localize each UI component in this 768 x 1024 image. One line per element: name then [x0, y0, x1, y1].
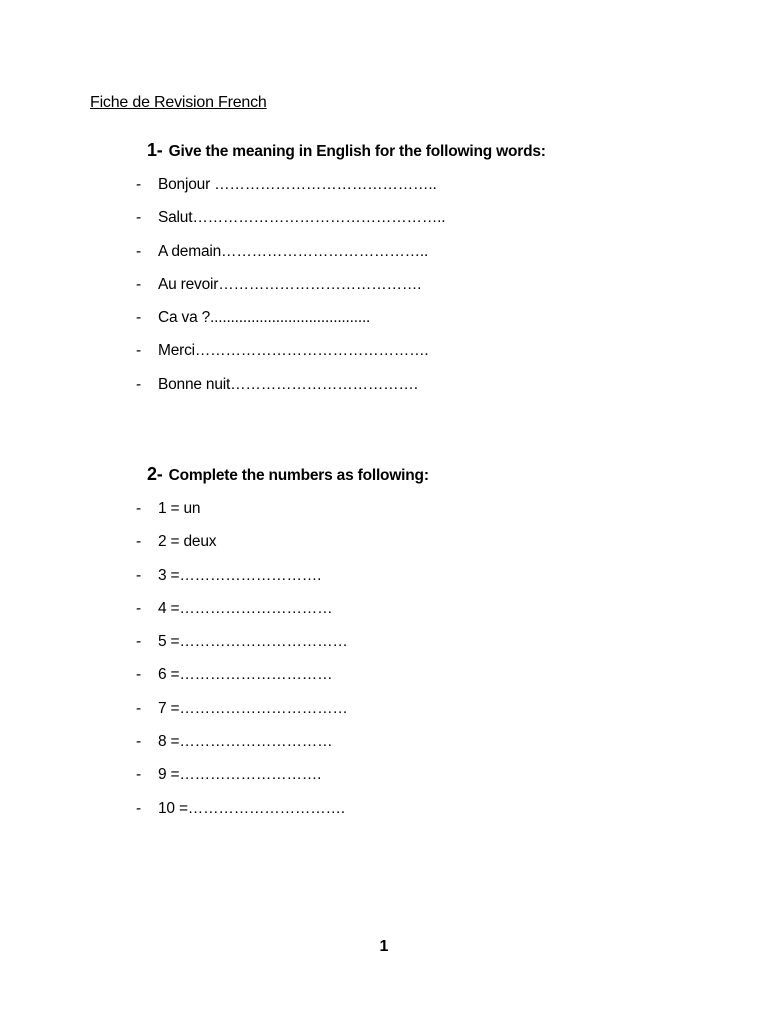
bullet-dash: - — [136, 375, 141, 393]
list-item-text: 6 =………………………… — [158, 666, 333, 684]
list-item-text: 8 =………………………… — [158, 733, 333, 751]
list-item — [136, 600, 348, 633]
bullet-dash: - — [136, 599, 141, 617]
section-1-list — [136, 176, 445, 409]
list-item — [136, 766, 348, 799]
bullet-dash: - — [136, 766, 141, 784]
list-item-text: 1 = un — [158, 500, 201, 517]
bullet-dash: - — [136, 309, 141, 327]
section-1-heading-text: Give the meaning in English for the following words: — [168, 143, 546, 160]
section-1-heading — [147, 140, 546, 161]
list-item — [136, 567, 348, 600]
document-title: Fiche de Revision French — [90, 94, 267, 111]
bullet-dash: - — [136, 500, 141, 517]
list-item-text: Au revoir…………………………………. — [158, 275, 422, 293]
bullet-dash: - — [136, 176, 141, 193]
list-item-text: Bonne nuit………………………………. — [158, 375, 418, 393]
list-item-text: 5 =…………………………… — [158, 633, 348, 651]
list-item — [136, 176, 445, 209]
section-1-number: 1- — [147, 140, 163, 160]
bullet-dash: - — [136, 275, 141, 293]
list-item — [136, 633, 348, 666]
list-item-text: 7 =…………………………… — [158, 699, 348, 717]
bullet-dash: - — [136, 633, 141, 651]
list-item-text: Ca va ?....................................... — [158, 309, 371, 327]
list-item — [136, 342, 445, 375]
list-item-text: 3 =………………………. — [158, 566, 322, 584]
list-item — [136, 243, 445, 276]
bullet-dash: - — [136, 242, 141, 260]
bullet-dash: - — [136, 533, 141, 551]
list-item-text: 10 =…………………………. — [158, 799, 345, 817]
list-item-text: 2 = deux — [158, 533, 217, 551]
bullet-dash: - — [136, 566, 141, 584]
list-item-text: Salut………………………………………….. — [158, 209, 446, 227]
list-item — [136, 376, 445, 409]
list-item-text: Bonjour …………………………………….. — [158, 176, 437, 193]
section-2-list — [136, 500, 348, 833]
section-2-number: 2- — [147, 464, 163, 484]
list-item-text: 4 =………………………… — [158, 599, 333, 617]
section-2-heading — [147, 464, 429, 485]
list-item — [136, 666, 348, 699]
list-item — [136, 209, 445, 242]
list-item — [136, 276, 445, 309]
list-item-text: 9 =………………………. — [158, 766, 322, 784]
list-item — [136, 533, 348, 566]
page-number: 1 — [379, 938, 389, 955]
bullet-dash: - — [136, 342, 141, 360]
list-item — [136, 733, 348, 766]
list-item — [136, 500, 348, 533]
bullet-dash: - — [136, 699, 141, 717]
bullet-dash: - — [136, 799, 141, 817]
list-item — [136, 800, 348, 833]
bullet-dash: - — [136, 209, 141, 227]
list-item-text: A demain………………………………….. — [158, 242, 429, 260]
section-2-heading-text: Complete the numbers as following: — [168, 467, 429, 484]
bullet-dash: - — [136, 733, 141, 751]
list-item-text: Merci………………………………………. — [158, 342, 429, 360]
bullet-dash: - — [136, 666, 141, 684]
list-item — [136, 309, 445, 342]
list-item — [136, 700, 348, 733]
